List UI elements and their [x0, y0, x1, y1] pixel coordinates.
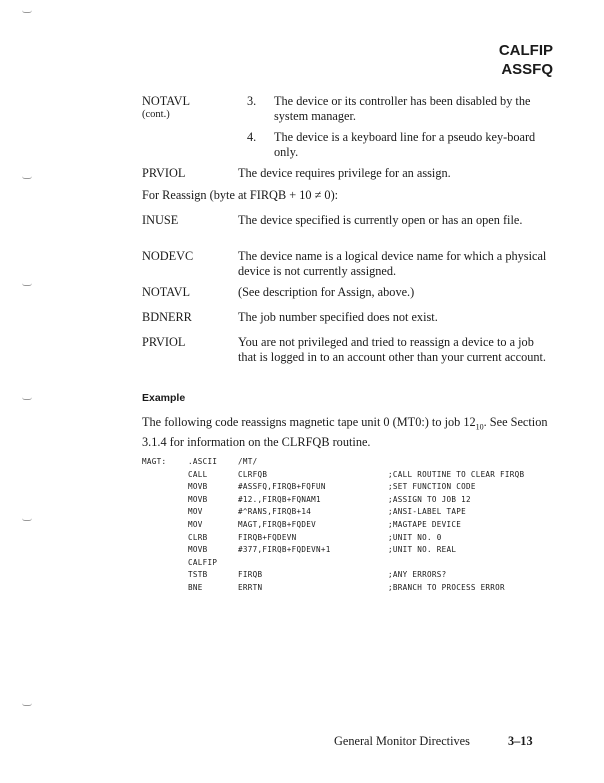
code-comment: ;MAGTAPE DEVICE — [388, 520, 462, 529]
code-arg: FIRQB — [238, 570, 263, 580]
code-op: MOVB — [188, 545, 208, 555]
code-op: MOV — [188, 507, 203, 517]
code-arg: /MT/ — [238, 457, 258, 466]
code-arg: #377,FIRQB+FQDEVN+1 — [238, 545, 331, 555]
code-op: CALFIP — [188, 557, 218, 567]
code-arg: #ASSFQ,FIRQB+FQFUN — [238, 482, 326, 492]
error-desc: The device name is a logical device name for which a physical device is not currently assigned. — [238, 249, 547, 278]
code-op: .ASCII — [188, 457, 218, 466]
error-code: BDNERR — [142, 310, 192, 324]
list-item-text: The device is a keyboard line for a pseudo key-board only. — [274, 130, 536, 159]
error-code-sub: (cont.) — [142, 109, 170, 120]
code-op: TSTB — [188, 570, 208, 580]
list-number: 3. — [247, 94, 257, 108]
code-op: CALL — [188, 469, 208, 479]
code-op: MOVB — [188, 482, 208, 492]
error-code: NOTAVL — [142, 285, 190, 299]
error-code: PRVIOL — [142, 166, 186, 180]
code-comment: ;SET FUNCTION CODE — [388, 482, 476, 492]
code-op: MOV — [188, 520, 203, 529]
code-op: CLRB — [188, 532, 208, 542]
list-item-text: The device or its controller has been disabled by the system manager. — [274, 94, 531, 123]
code-comment: ;CALL ROUTINE TO CLEAR FIRQB — [388, 469, 525, 479]
code-comment: ;ANY ERRORS? — [388, 570, 447, 580]
code-arg: #^RANS,FIRQB+14 — [238, 507, 312, 517]
code-comment: ;ANSI-LABEL TAPE — [388, 507, 466, 517]
footer-page-number: 3–13 — [508, 734, 533, 748]
code-arg: ERRTN — [238, 583, 263, 592]
code-arg: MAGT,FIRQB+FQDEV — [238, 520, 316, 529]
error-code: PRVIOL — [142, 335, 186, 349]
code-op: BNE — [188, 583, 203, 592]
code-label: MAGT: — [142, 457, 167, 466]
code-op: MOVB — [188, 494, 208, 504]
code-comment: ;UNIT NO. REAL — [388, 545, 457, 555]
code-comment: ;BRANCH TO PROCESS ERROR — [388, 583, 505, 592]
list-number: 4. — [247, 130, 257, 144]
code-comment: ;UNIT NO. 0 — [388, 532, 442, 542]
code-comment: ;ASSIGN TO JOB 12 — [388, 494, 471, 504]
footer-section: General Monitor Directives — [334, 734, 470, 748]
error-desc: (See description for Assign, above.) — [238, 285, 415, 299]
error-desc: You are not privileged and tried to reassign a device to a job that is logged in to an account other than your current account. — [238, 335, 547, 364]
example-paragraph: The following code reassigns magnetic tape unit 0 (MT0:) to job $12_{10}$. See Section 3.1.4 for information on the CLRFQB routine. — [142, 415, 548, 449]
error-code: INUSE — [142, 213, 179, 227]
error-code: NODEVC — [142, 249, 194, 263]
header-title-assfq: ASSFQ — [501, 61, 553, 78]
code-arg: CLRFQB — [238, 469, 268, 479]
error-desc: The device requires privilege for an assign. — [238, 166, 451, 180]
error-desc: The device specified is currently open or has an open file. — [238, 213, 523, 227]
code-arg: #12.,FIRQB+FQNAM1 — [238, 494, 321, 504]
error-code: NOTAVL — [142, 94, 190, 108]
reassign-heading: For Reassign (byte at FIRQB + 10 ≠ 0): — [142, 188, 339, 202]
error-desc: The job number specified does not exist. — [238, 310, 438, 324]
header-title-calfip: CALFIP — [498, 42, 553, 59]
code-arg: FIRQB+FQDEVN — [238, 532, 297, 542]
example-heading: Example — [142, 392, 186, 404]
